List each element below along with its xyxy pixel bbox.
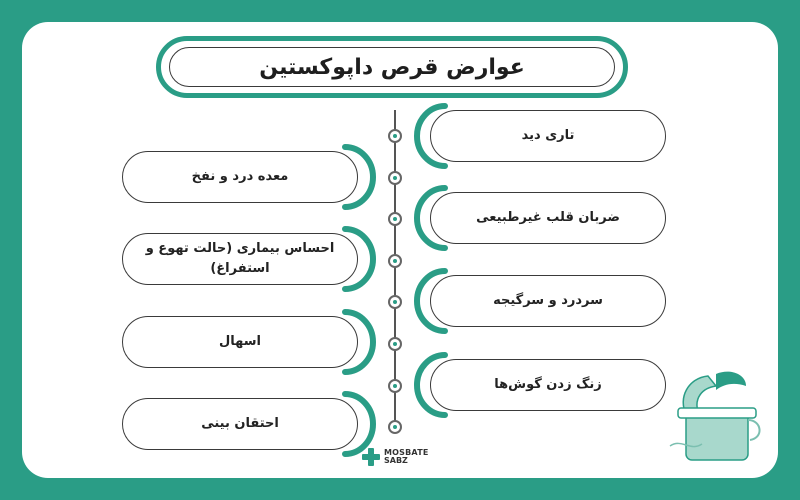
symptom-node-stomach-pain (122, 151, 358, 203)
symptom-label: احتقان بینی (122, 398, 358, 450)
symptom-label: سردرد و سرگیجه (430, 275, 666, 327)
medicine-bowl-icon (668, 368, 768, 464)
logo-line-2: SABZ (384, 456, 408, 465)
timeline-dot (388, 212, 402, 226)
symptom-label: احساس بیماری (حالت تهوع و استفراغ) (122, 233, 358, 285)
symptom-label: زنگ زدن گوش‌ها (430, 359, 666, 411)
symptom-label: معده درد و نفخ (122, 151, 358, 203)
symptom-label: ضربان قلب غیرطبیعی (430, 192, 666, 244)
timeline-dot (388, 254, 402, 268)
brand-logo (362, 448, 429, 466)
plus-icon (362, 448, 380, 466)
symptom-node-tinnitus (430, 359, 666, 411)
symptom-node-abnormal-heartbeat (430, 192, 666, 244)
symptom-node-blurred-vision (430, 110, 666, 162)
title-banner (156, 36, 628, 98)
timeline-dot (388, 337, 402, 351)
timeline-dot (388, 129, 402, 143)
symptom-node-nasal-congestion (122, 398, 358, 450)
symptom-node-headache-dizziness (430, 275, 666, 327)
symptom-node-diarrhea (122, 316, 358, 368)
page-title: عوارض قرص داپوکستین (169, 47, 615, 87)
timeline-dot (388, 171, 402, 185)
symptom-node-nausea (122, 233, 358, 285)
symptom-label: تاری دید (430, 110, 666, 162)
symptom-label: اسهال (122, 316, 358, 368)
timeline-dot (388, 420, 402, 434)
logo-line-1: MOSBATE (384, 448, 429, 457)
timeline-dot (388, 295, 402, 309)
timeline-dot (388, 379, 402, 393)
